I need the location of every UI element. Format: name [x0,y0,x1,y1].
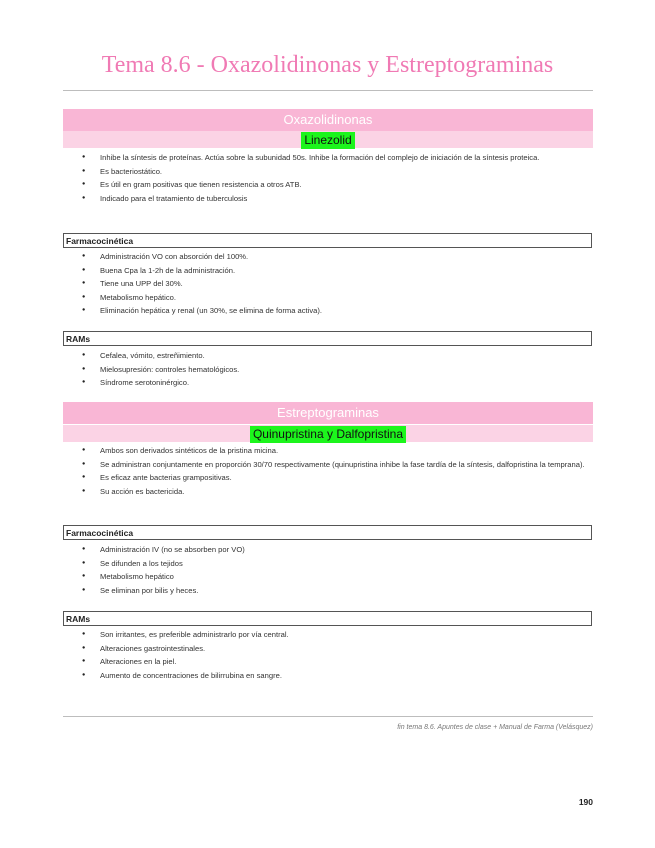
footer-divider [63,716,593,717]
intro-list [63,444,593,498]
rams-list [63,349,593,390]
intro-list [63,151,593,205]
list-item: ● Síndrome serotoninérgico. [63,376,593,390]
list-item: ● Ambos son derivados sintéticos de la pristina micina. [63,444,593,458]
list-item: ● Administración IV (no se absorben por VO) [63,543,593,557]
list-item: ● Metabolismo hepático. [63,291,593,305]
drug-name-highlight: Quinupristina y Dalfopristina [250,426,406,443]
pharmacokinetics-list [63,543,593,597]
list-item: ● Inhibe la síntesis de proteínas. Actúa sobre la subunidad 50s. Inhibe la formación del complejo de iniciación de la síntesis proteica. [63,151,593,165]
rams-heading: RAMs [63,611,592,626]
list-item: ● Alteraciones gastrointestinales. [63,642,593,656]
pharmacokinetics-list [63,250,593,318]
page-title: Tema 8.6 - Oxazolidinonas y Estreptograminas [101,52,554,78]
section-header-oxazolidinonas: Oxazolidinonas [63,109,593,131]
list-item: ● Es eficaz ante bacterias grampositivas. [63,471,593,485]
list-item: ● Cefalea, vómito, estreñimiento. [63,349,593,363]
title-divider [63,90,593,91]
drug-name-highlight: Linezolid [301,132,354,149]
list-item: ● Indicado para el tratamiento de tuberculosis [63,192,593,206]
list-item: ● Tiene una UPP del 30%. [63,277,593,291]
list-item: ● Mielosupresión: controles hematológicos. [63,363,593,377]
list-item: ● Es bacteriostático. [63,165,593,179]
section-header-estreptograminas: Estreptograminas [63,402,593,424]
list-item: ● Se eliminan por bilis y heces. [63,584,593,598]
list-item: ● Son irritantes, es preferible administrarlo por vía central. [63,628,593,642]
list-item: ● Administración VO con absorción del 100%. [63,250,593,264]
pharmacokinetics-heading: Farmacocinética [63,233,592,248]
list-item: ● Eliminación hepática y renal (un 30%, se elimina de forma activa). [63,304,593,318]
list-item: ● Buena Cpa la 1-2h de la administración. [63,264,593,278]
drug-row-linezolid [63,131,593,148]
list-item: ● Es útil en gram positivas que tienen resistencia a otros ATB. [63,178,593,192]
pharmacokinetics-heading: Farmacocinética [63,525,592,540]
list-item: ● Alteraciones en la piel. [63,655,593,669]
rams-heading: RAMs [63,331,592,346]
footer-note: fin tema 8.6. Apuntes de clase + Manual de Farma (Velásquez) [397,724,593,731]
list-item: ● Su acción es bactericida. [63,485,593,499]
list-item: ● Se administran conjuntamente en proporción 30/70 respectivamente (quinupristina inhibe la fase tardía de la síntesis, dalfopristina la temprana). [63,458,593,472]
page-number: 190 [578,797,593,807]
drug-row-quinupristina [63,425,593,442]
rams-list [63,628,593,682]
list-item: ● Aumento de concentraciones de bilirrubina en sangre. [63,669,593,683]
list-item: ● Se difunden a los tejidos [63,557,593,571]
list-item: ● Metabolismo hepático [63,570,593,584]
